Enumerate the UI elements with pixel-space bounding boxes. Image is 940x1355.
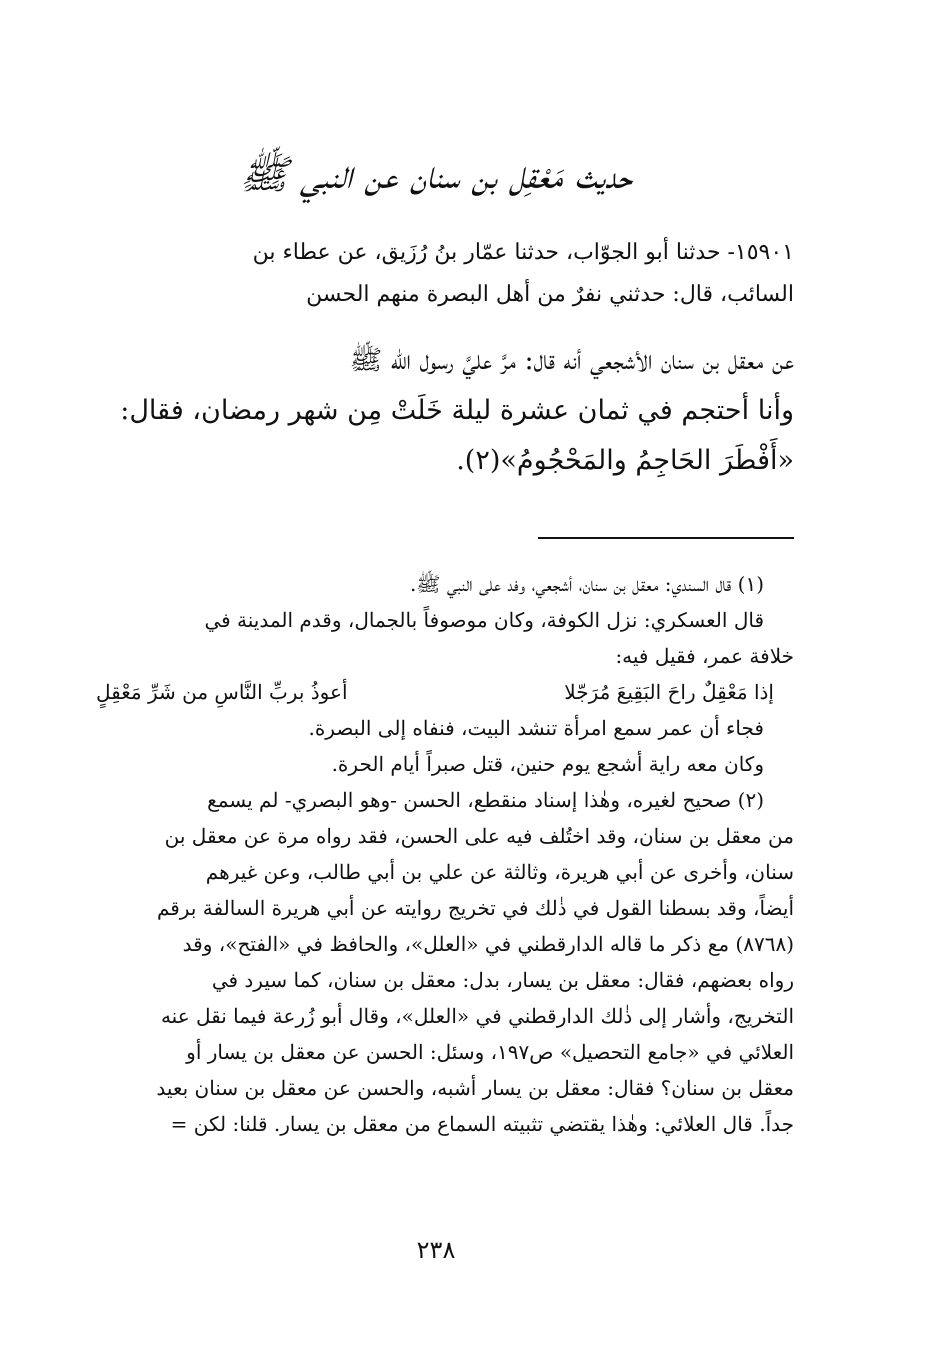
isnad-line: السائب، قال: حدثني نفرٌ من أهل البصرة منهم الحسن — [306, 282, 794, 307]
footnote-1-line: وكان معه راية أشجع يوم حنين، قتل صبراً أيام الحرة. — [331, 752, 764, 776]
page-number: ٢٣٨ — [416, 1236, 456, 1264]
poem-verse — [78, 674, 794, 710]
footnote-2-line: جداً. قال العلائي: وهٰذا يقتضي تثبيته السماع من معقل بن يسار. قلنا: لكن = — [170, 1112, 794, 1136]
verse-second-hemistich: إذا مَعْقِلٌ راحَ البَقِيعَ مُرَجّلا — [564, 680, 774, 704]
footnote-separator — [538, 537, 794, 539]
footnote-2-line: (٢) صحيح لغيره، وهٰذا إسناد منقطع، الحسن -وهو البصري- لم يسمع — [207, 788, 764, 812]
footnote-2-line: العلائي في «جامع التحصيل» ص١٩٧، وسئل: الحسن عن معقل بن يسار أو — [186, 1040, 794, 1064]
footnote-1-line: خلافة عمر، فقيل فيه: — [615, 644, 794, 668]
hadith-heading: حديث مَعْقِل بن سنان عن النبي ﷺ — [239, 152, 633, 198]
verse-first-hemistich: أعوذُ بربِّ النَّاسِ من شَرِّ مَعْقِلٍ — [96, 680, 348, 704]
footnote-2-line: (٨٧٦٨) مع ذكر ما قاله الدارقطني في «العلل»، والحافظ في «الفتح»، وقد — [182, 932, 794, 956]
footnote-2-line: سنان، وأخرى عن أبي هريرة، وثالثة عن علي بن أبي طالب، وعن غيرهم — [205, 860, 794, 884]
footnote-2-line: معقل بن سنان؟ فقال: معقل بن يسار أشبه، والحسن عن معقل بن سنان بعيد — [156, 1076, 794, 1100]
footnote-2-line: التخريج، وأشار إلى ذٰلك الدارقطني في «العلل»، وقال أبو زُرعة فيما نقل عنه — [160, 1004, 794, 1028]
footnote-2-line: أيضاً، وقد بسطنا القول في ذٰلك في تخريج روايته عن أبي هريرة السالفة برقم — [156, 896, 794, 920]
matn-line: عن معقل بن سنان الأشجعي أنه قال: مرَّ عليَّ رسول الله ﷺ — [349, 345, 794, 376]
footnote-2-line: من معقل بن سنان، وقد اختُلف فيه على الحسن، فقد رواه مرة عن معقل بن — [164, 824, 794, 848]
footnote-1-line: فجاء أن عمر سمع امرأة تنشد البيت، فنفاه إلى البصرة. — [308, 716, 764, 740]
footnote-1-line: (١) قال السندي: معقل بن سنان، أشجعي، وفد على النبي ﷺ. — [409, 572, 764, 596]
book-page — [78, 0, 794, 1355]
footnotes — [78, 566, 794, 1142]
footnote-1-line: قال العسكري: نزل الكوفة، وكان موصوفاً بالجمال، وقدم المدينة في — [204, 608, 764, 632]
matn-line: «أَفْطَرَ الحَاجِمُ والمَحْجُومُ»(٢). — [456, 445, 794, 476]
isnad-text — [78, 232, 794, 316]
isnad-line: ١٥٩٠١- حدثنا أبو الجوّاب، حدثنا عمّار بنُ رُزَيق، عن عطاء بن — [252, 240, 794, 265]
footnote-2-line: رواه بعضهم، فقال: معقل بن يسار، بدل: معقل بن سنان، كما سيرد في — [211, 968, 794, 992]
matn-line: وأنا أحتجم في ثمان عشرة ليلة خَلَتْ مِن شهر رمضان، فقال: — [120, 395, 794, 426]
matn-text — [78, 336, 794, 486]
